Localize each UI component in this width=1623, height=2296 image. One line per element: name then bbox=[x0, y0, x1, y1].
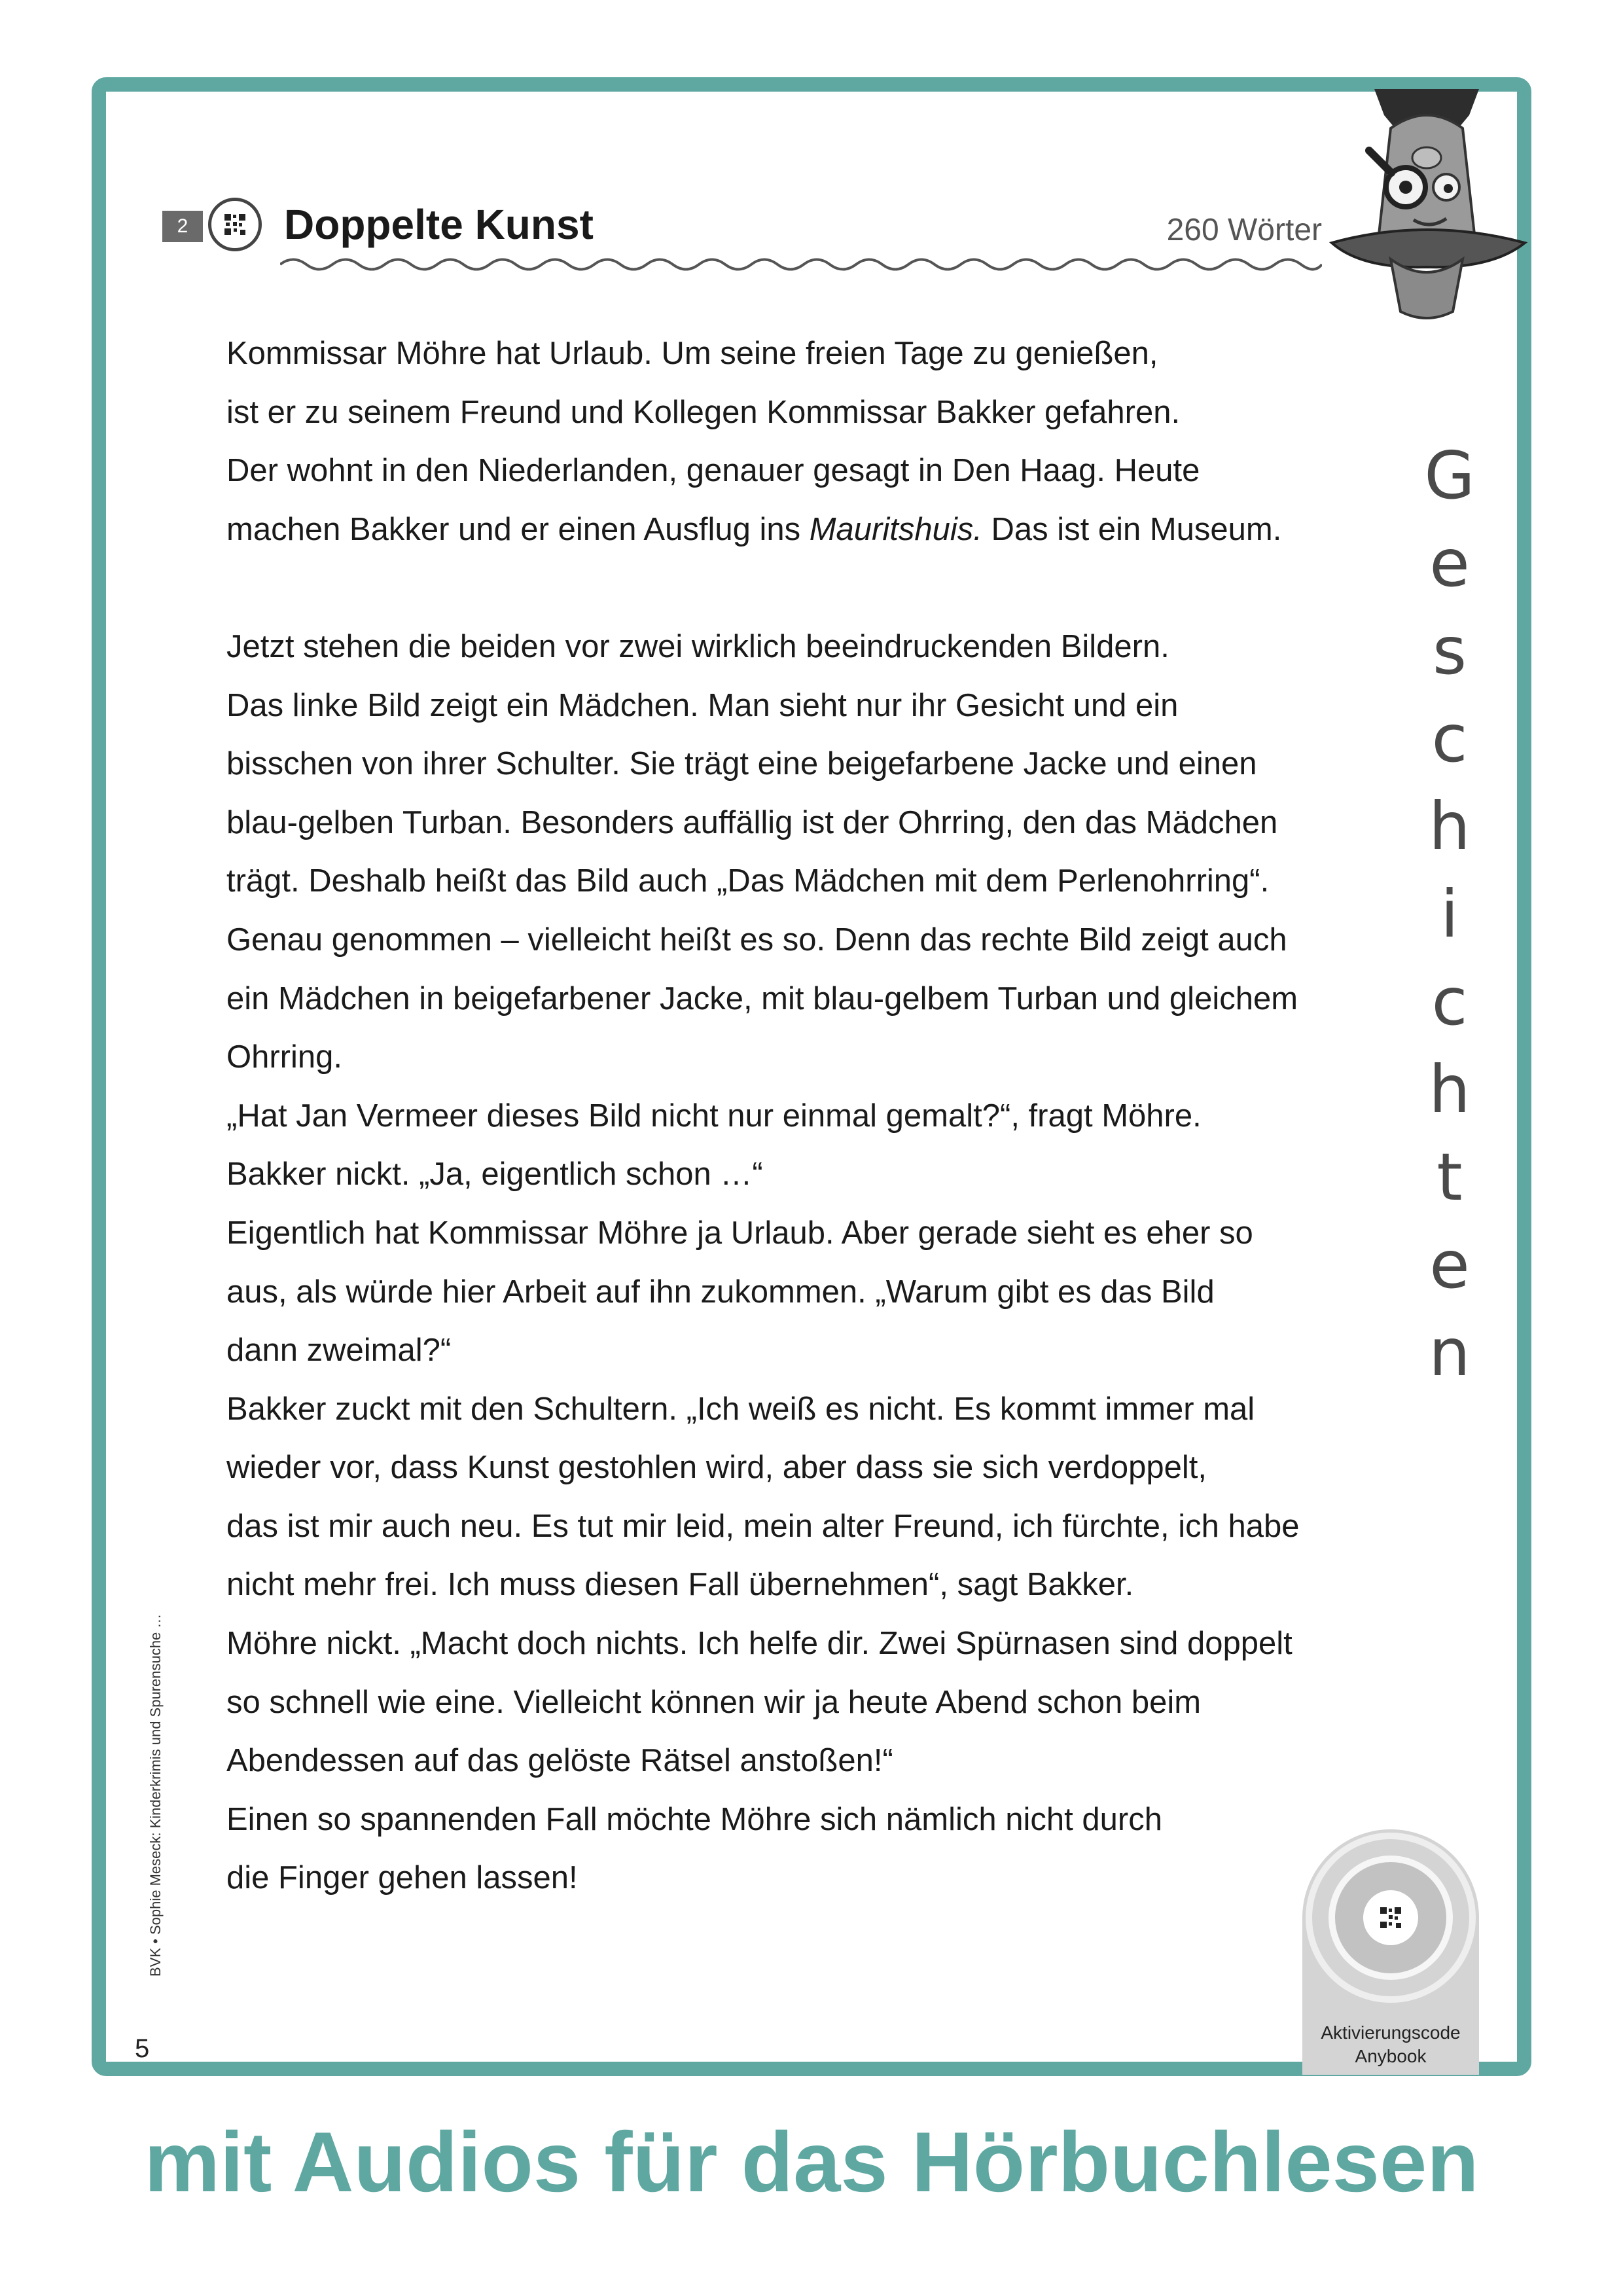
vertical-geschichten-label: G e s c h i c h t e n bbox=[1424, 437, 1475, 1391]
story-line: Jetzt stehen die beiden vor zwei wirklich beeindruckenden Bildern. bbox=[226, 628, 1169, 664]
story-line: das ist mir auch neu. Es tut mir leid, mein alter Freund, ich fürchte, ich habe bbox=[226, 1508, 1300, 1544]
story-number: 2 bbox=[162, 211, 203, 242]
footer-banner: mit Audios für das Hörbuchlesen bbox=[144, 2114, 1479, 2210]
story-text bbox=[226, 325, 1404, 1908]
story-line: dann zweimal?“ bbox=[226, 1333, 452, 1369]
story-line: wieder vor, dass Kunst gestohlen wird, aber dass sie sich verdoppelt, bbox=[226, 1450, 1207, 1486]
story-line: Ohrring. bbox=[226, 1039, 343, 1075]
story-line: Kommissar Möhre hat Urlaub. Um seine freien Tage zu genießen, bbox=[226, 336, 1158, 371]
story-line: ist er zu seinem Freund und Kollegen Kommissar Bakker gefahren. bbox=[226, 394, 1181, 430]
story-line: Genau genommen – vielleicht heißt es so. Denn das rechte Bild zeigt auch bbox=[226, 922, 1287, 958]
story-line: machen Bakker und er einen Ausflug ins Mauritshuis. Das ist ein Museum. bbox=[226, 511, 1282, 547]
story-line: blau-gelben Turban. Besonders auffällig ist der Ohrring, den das Mädchen bbox=[226, 804, 1278, 840]
story-line: Das linke Bild zeigt ein Mädchen. Man sieht nur ihr Gesicht und ein bbox=[226, 687, 1179, 723]
audio-qr-button[interactable] bbox=[208, 198, 262, 251]
side-credit: BVK • Sophie Meseck: Kinderkrimis und Spurensuche … bbox=[147, 1613, 164, 1977]
story-line: so schnell wie eine. Vielleicht können wir ja heute Abend schon beim bbox=[226, 1684, 1202, 1720]
wavy-underline bbox=[280, 251, 1322, 278]
story-line: die Finger gehen lassen! bbox=[226, 1860, 578, 1896]
story-line: Der wohnt in den Niederlanden, genauer gesagt in Den Haag. Heute bbox=[226, 453, 1200, 489]
story-line: trägt. Deshalb heißt das Bild auch „Das Mädchen mit dem Perlenohrring“. bbox=[226, 863, 1270, 899]
story-line: Bakker nickt. „Ja, eigentlich schon …“ bbox=[226, 1157, 763, 1193]
story-line: Eigentlich hat Kommissar Möhre ja Urlaub. Aber gerade sieht es eher so bbox=[226, 1215, 1253, 1251]
story-header bbox=[162, 191, 1322, 283]
museum-name: Mauritshuis. bbox=[809, 511, 982, 547]
story-line: „Hat Jan Vermeer dieses Bild nicht nur einmal gemalt?“, fragt Möhre. bbox=[226, 1098, 1202, 1134]
story-title: Doppelte Kunst bbox=[284, 201, 594, 248]
qr-code-icon bbox=[223, 213, 247, 236]
page-number: 5 bbox=[135, 2034, 150, 2063]
story-line: ein Mädchen in beigefarbener Jacke, mit blau-gelbem Turban und gleichem bbox=[226, 980, 1298, 1016]
story-line: Möhre nickt. „Macht doch nichts. Ich helfe dir. Zwei Spürnasen sind doppelt bbox=[226, 1626, 1293, 1662]
activation-code-label: Aktivierungscode Anybook bbox=[1321, 2022, 1461, 2066]
qr-code-icon bbox=[1379, 1906, 1402, 1929]
story-line: bisschen von ihrer Schulter. Sie trägt eine beigefarbene Jacke und einen bbox=[226, 746, 1257, 782]
story-line: Abendessen auf das gelöste Rätsel anstoßen!“ bbox=[226, 1743, 893, 1779]
story-line: Einen so spannenden Fall möchte Möhre sich nämlich nicht durch bbox=[226, 1801, 1162, 1837]
detective-carrot-illustration bbox=[1329, 89, 1531, 325]
story-line: Bakker zuckt mit den Schultern. „Ich weiß es nicht. Es kommt immer mal bbox=[226, 1391, 1255, 1427]
story-line: aus, als würde hier Arbeit auf ihn zukommen. „Warum gibt es das Bild bbox=[226, 1274, 1215, 1310]
word-count: 260 Wörter bbox=[1166, 213, 1322, 247]
paragraph-gap bbox=[226, 559, 1404, 618]
story-line: nicht mehr frei. Ich muss diesen Fall übernehmen“, sagt Bakker. bbox=[226, 1567, 1134, 1603]
